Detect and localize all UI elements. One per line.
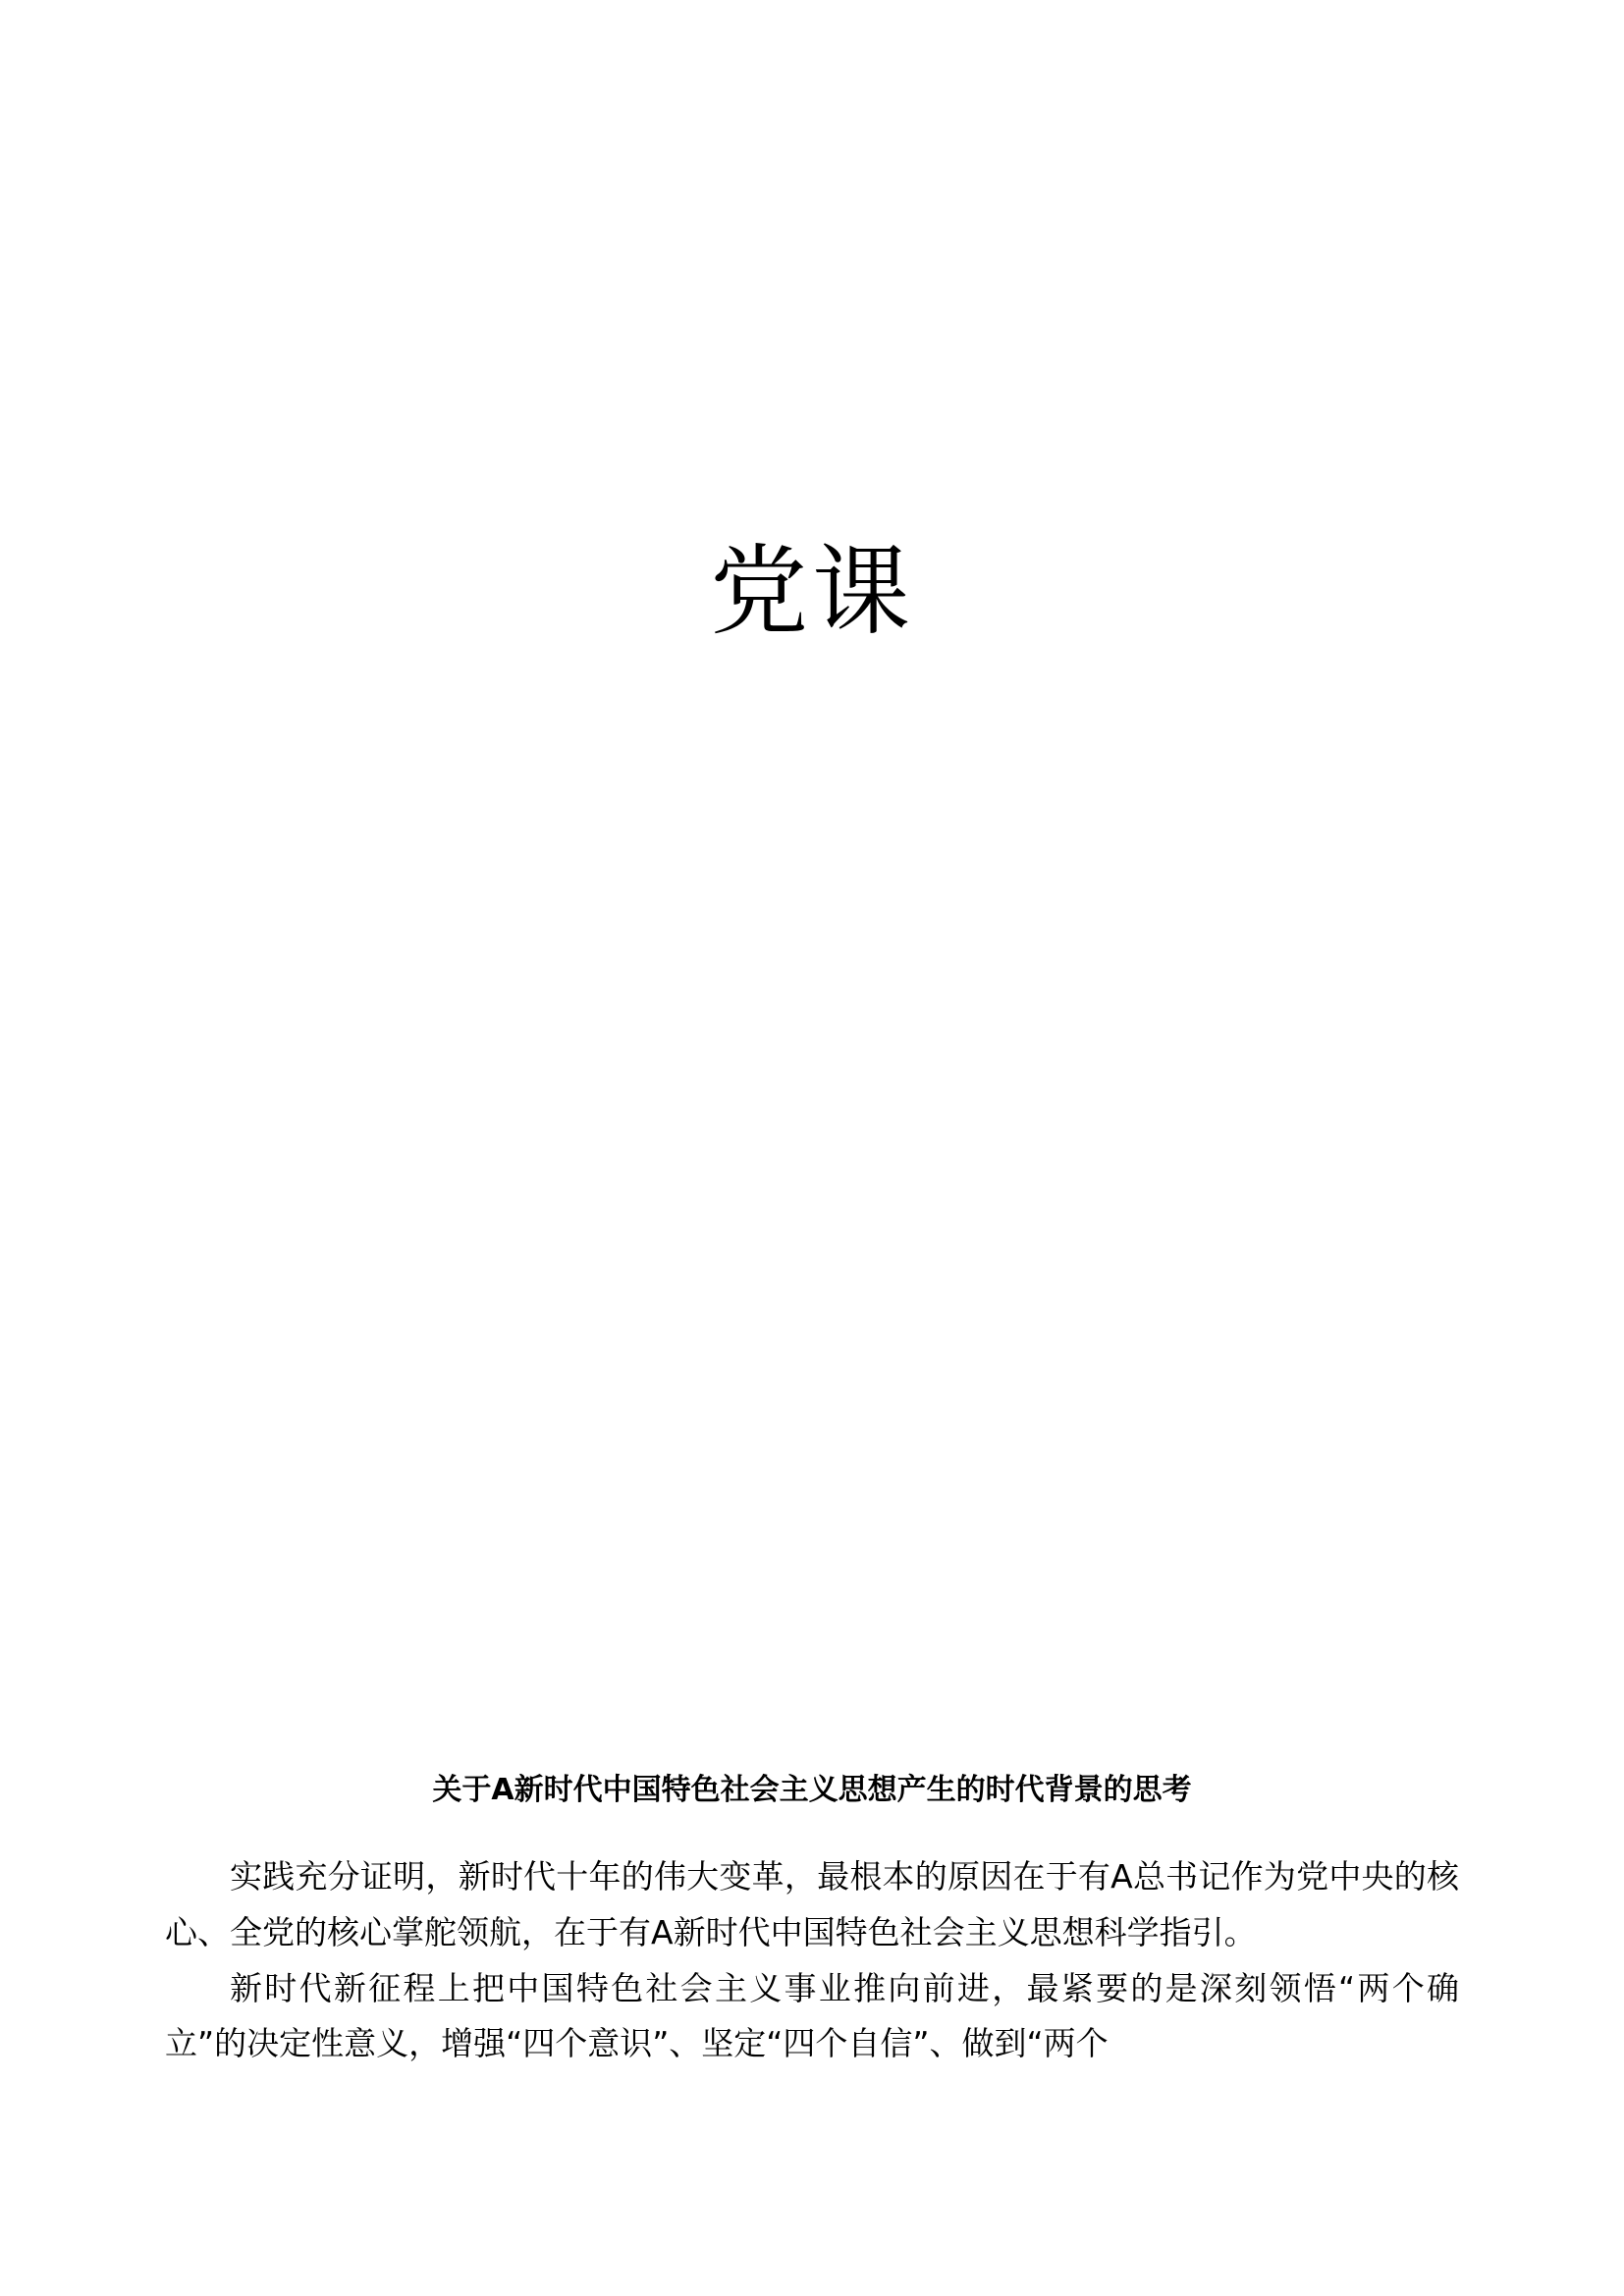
document-title: 党课 — [710, 534, 914, 649]
body-paragraph: 实践充分证明，新时代十年的伟大变革，最根本的原因在于有A总书记作为党中央的核心、全党的核心掌舵领航，在于有A新时代中国特色社会主义思想科学指引。 — [165, 1857, 1459, 1951]
document-body — [165, 1767, 1459, 2072]
body-paragraph: 新时代新征程上把中国特色社会主义事业推向前进，最紧要的是深刻领悟“两个确立”的决定性意义，增强“四个意识”、坚定“四个自信”、做到“两个 — [165, 1968, 1459, 2063]
section-heading: 关于A新时代中国特色社会主义思想产生的时代背景的思考 — [432, 1773, 1192, 1807]
